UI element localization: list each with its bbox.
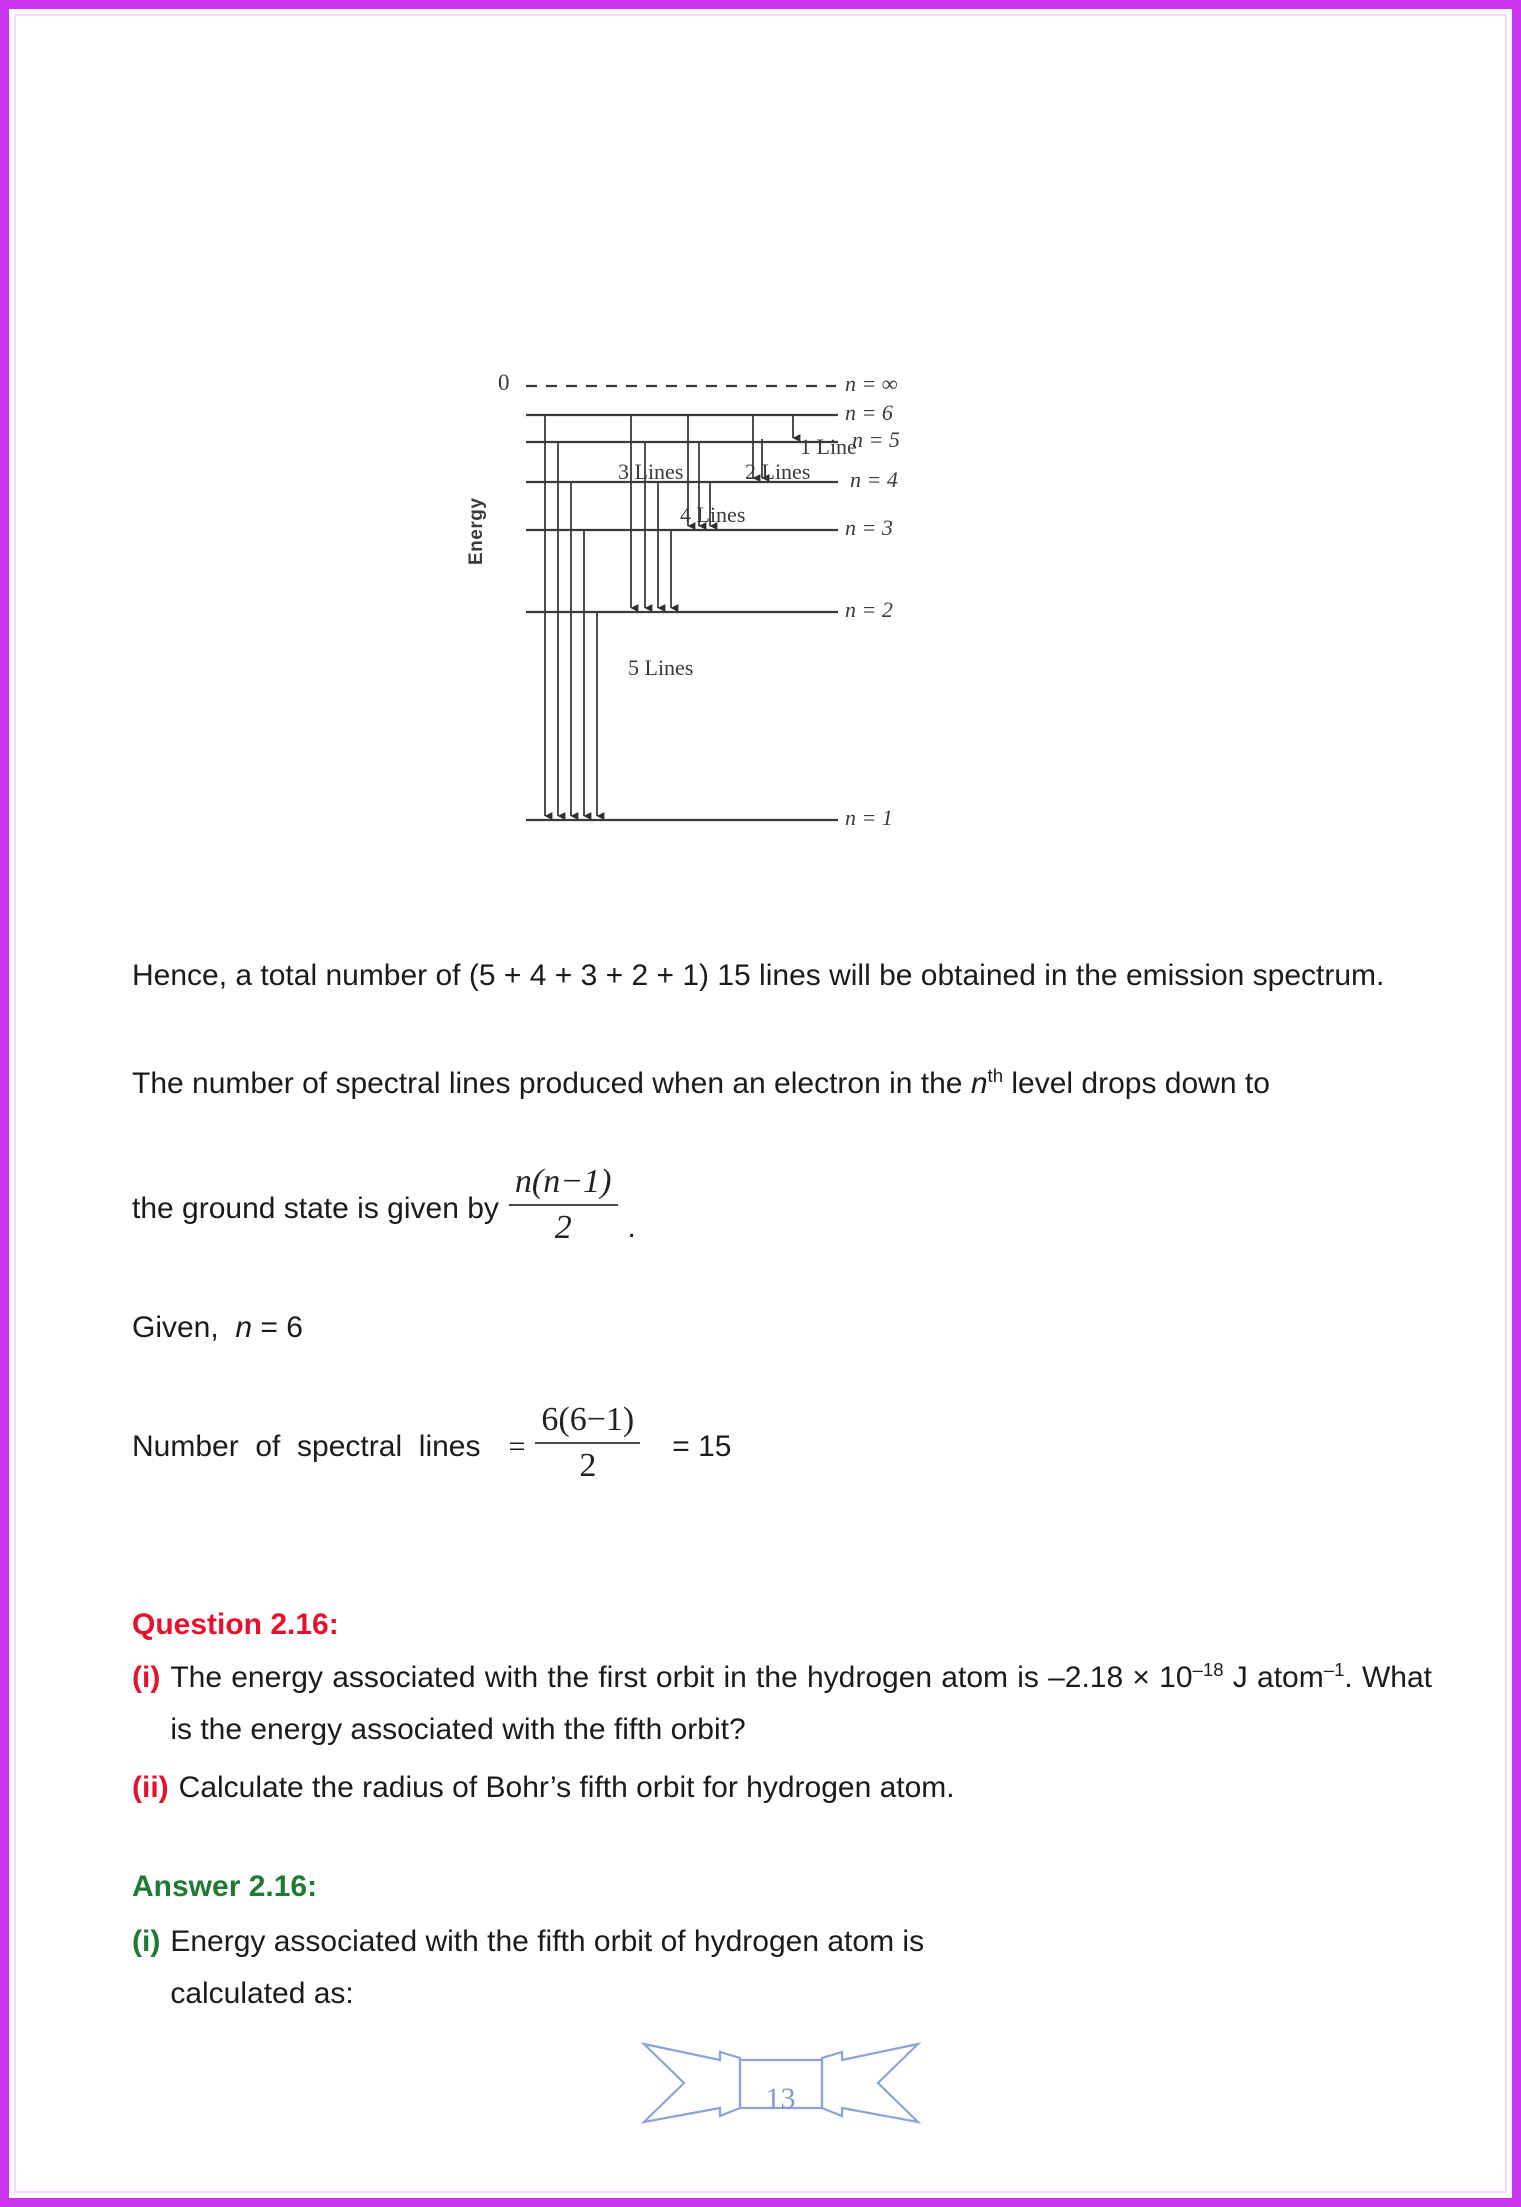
page-sheet [20,20,1501,2187]
question-i-part-d: . What is the energy associated with the fifth orbit? [170,1661,1433,1746]
fraction-general-denominator: 2 [554,1209,572,1246]
diagram-label-2-lines: 2 Lines [745,459,811,484]
fraction-substituted [535,1400,640,1486]
diagram-level-label-inf: n = ∞ [845,371,898,396]
spectral-lines-result: = 15 [672,1430,732,1463]
given-label: Given, [132,1311,219,1344]
question-i-part-b: J [1223,1661,1248,1694]
diagram-energy-axis-label: Energy [466,497,487,565]
question-item-i [132,1652,1432,1756]
diagram-label-3-lines: 3 Lines [618,459,684,484]
energy-level-diagram [466,360,1060,930]
answer-item-i [132,1916,1432,2020]
question-marker-i: (i) [132,1661,161,1694]
paragraph-spectral-intro [132,1058,1432,1110]
diagram-level-label-4: n = 4 [850,467,898,492]
fraction-substituted-numerator: 6(6−1) [541,1401,635,1438]
question-i-exponent: –18 [1192,1659,1224,1680]
diagram-zero-label: 0 [498,370,510,395]
page-number-text: 13 [765,2082,796,2115]
given-n-symbol: n [235,1311,253,1344]
diagram-level-label-1: n = 1 [845,805,893,830]
answer-i-line1: Energy associated with the fifth orbit of hydrogen atom is [170,1925,925,1958]
question-item-ii-text: Calculate the radius of Bohr’s fifth orbit for hydrogen atom. [178,1771,955,1804]
question-marker-ii: (ii) [132,1771,169,1804]
given-value: = 6 [260,1311,303,1344]
page-content [132,950,1432,2020]
answer-marker-i: (i) [132,1925,161,1958]
spectral-intro-tail: level drops down to [1011,1067,1270,1100]
question-item-i-text [170,1652,1432,1756]
fraction-substituted-denominator: 2 [579,1447,597,1484]
fraction-general-numerator: n(n−1) [514,1163,612,1200]
question-heading: Question 2.16: [132,1608,339,1641]
number-of-spectral-lines-line [132,1401,1432,1490]
answer-i-line2: calculated as: [170,1977,354,2010]
diagram-level-label-2: n = 2 [845,597,893,622]
question-i-part-c: atom [1257,1661,1324,1694]
number-of-spectral-lines-label: Number of spectral lines [132,1430,481,1463]
diagram-label-1-line: 1 Line [800,434,857,459]
page-number-banner [636,2030,926,2135]
given-line [132,1308,1432,1348]
diagram-level-label-5: n = 5 [852,427,900,452]
paragraph-hence: Hence, a total number of (5 + 4 + 3 + 2 + 1) 15 lines will be obtained in the emission spectrum. [132,959,1385,992]
formula-general-line [132,1163,1432,1252]
spectral-intro-text: The number of spectral lines produced when an electron in the [132,1067,963,1100]
ground-state-label: the ground state is given by [132,1192,499,1225]
answer-item-i-text [170,1916,980,2020]
question-item-ii [132,1762,1432,1814]
question-i-atom-exponent: –1 [1323,1659,1345,1680]
spectral-th-sup: th [987,1065,1004,1086]
spectral-n-symbol: n [970,1067,988,1100]
page-footer [20,2030,1521,2135]
question-i-part-a: The energy associated with the first orbit in the hydrogen atom is –2.18 × 10 [170,1661,1193,1694]
diagram-label-5-lines: 5 Lines [628,655,694,680]
fraction-general [509,1162,618,1248]
answer-heading: Answer 2.16: [132,1870,318,1903]
diagram-level-label-6: n = 6 [845,400,893,425]
diagram-level-label-3: n = 3 [845,515,893,540]
equals-sign: = [508,1430,526,1463]
formula-general-period: . [627,1211,636,1244]
diagram-label-4-lines: 4 Lines [680,502,746,527]
